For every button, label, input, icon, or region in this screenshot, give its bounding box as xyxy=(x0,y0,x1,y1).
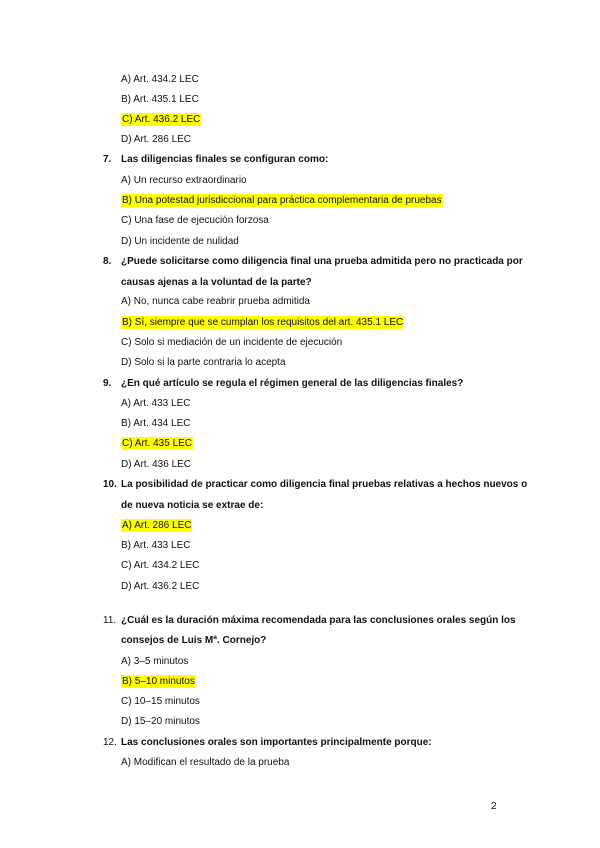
option-line: D) Art. 436 LEC xyxy=(121,459,192,470)
option-line: C) Solo si mediación de un incidente de ejecución xyxy=(121,337,343,348)
option-line-highlighted: B) Una potestad jurisdiccional para práctica complementaria de pruebas xyxy=(122,195,442,206)
question-text: Las conclusiones orales son importantes principalmente porque: xyxy=(121,737,432,748)
option-line: A) Art. 433 LEC xyxy=(121,398,191,409)
option-line: B) Art. 434 LEC xyxy=(121,418,191,429)
option-line-highlighted: B) 5–10 minutos xyxy=(122,676,195,687)
question-text: ¿Puede solicitarse como diligencia final una prueba admitida pero no practicada por xyxy=(121,256,523,267)
question-text: consejos de Luis Mª. Cornejo? xyxy=(121,635,267,646)
option-line: A) Un recurso extraordinario xyxy=(121,175,247,186)
option-line: A) Modifican el resultado de la prueba xyxy=(121,757,290,768)
page-number: 2 xyxy=(491,801,497,812)
option-line: D) Art. 286 LEC xyxy=(121,134,192,145)
option-line-highlighted: C) Art. 435 LEC xyxy=(122,438,193,449)
question-text: ¿Cuál es la duración máxima recomendada para las conclusiones orales según los xyxy=(121,615,516,626)
option-line: A) No, nunca cabe reabrir prueba admitida xyxy=(121,296,310,307)
question-number: 8. xyxy=(103,256,112,267)
question-number: 9. xyxy=(103,378,112,389)
option-line: D) Art. 436.2 LEC xyxy=(121,581,200,592)
question-text: Las diligencias finales se configuran como: xyxy=(121,154,329,165)
option-line-highlighted: C) Art. 436.2 LEC xyxy=(122,114,201,125)
option-line: C) 10–15 minutos xyxy=(121,696,200,707)
option-line-highlighted: A) Art. 286 LEC xyxy=(122,520,192,531)
option-line: A) 3–5 minutos xyxy=(121,656,189,667)
question-number: 11. xyxy=(103,615,117,626)
option-line: D) 15–20 minutos xyxy=(121,716,200,727)
question-text: causas ajenas a la voluntad de la parte? xyxy=(121,277,312,288)
question-text: La posibilidad de practicar como diligencia final pruebas relativas a hechos nuevos o xyxy=(121,479,528,490)
question-number: 12. xyxy=(103,737,117,748)
option-line: D) Solo si la parte contraria lo acepta xyxy=(121,357,286,368)
option-line-highlighted: B) Sí, siempre que se cumplan los requisitos del art. 435.1 LEC xyxy=(122,317,404,328)
option-line: D) Un incidente de nulidad xyxy=(121,236,239,247)
option-line: A) Art. 434.2 LEC xyxy=(121,74,199,85)
option-line: B) Art. 433 LEC xyxy=(121,540,191,551)
option-line: B) Art. 435.1 LEC xyxy=(121,94,199,105)
question-text: ¿En qué artículo se regula el régimen general de las diligencias finales? xyxy=(121,378,464,389)
option-line: C) Una fase de ejecución forzosa xyxy=(121,215,269,226)
question-number: 10. xyxy=(103,479,117,490)
question-number: 7. xyxy=(103,154,112,165)
option-line: C) Art. 434.2 LEC xyxy=(121,560,200,571)
question-text: de nueva noticia se extrae de: xyxy=(121,500,264,511)
